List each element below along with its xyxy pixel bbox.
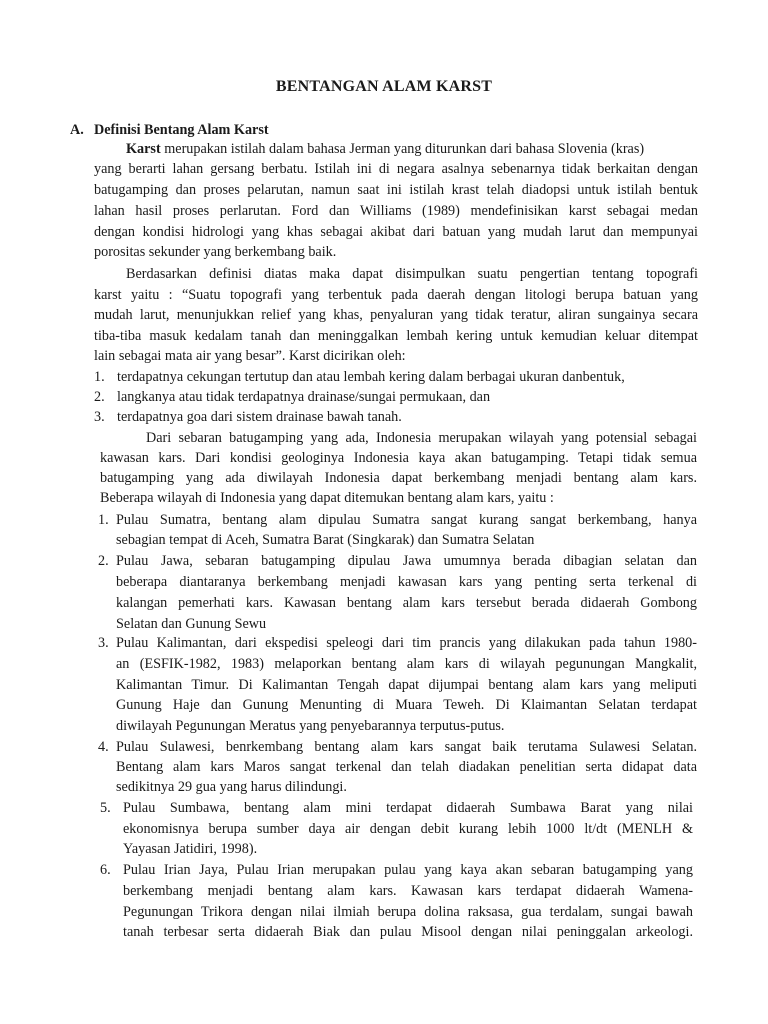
region-line: Pulau Jawa, sebaran batugamping dipulau Jawa umumnya berada dibagian selatan dan (116, 553, 697, 569)
list-number: 3. (98, 635, 109, 651)
region-line: Pulau Sulawesi, benrkembang bentang alam kars sangat baik terutama Sulawesi Selatan. (116, 739, 697, 755)
region-line: sedikitnya 29 gua yang harus dilindungi. (116, 779, 347, 795)
region-line: Yayasan Jatidiri, 1998). (123, 841, 258, 857)
list-number: 2. (98, 553, 109, 569)
region-line: Kalimantan Timur. Di Kalimantan Tengah dapat dijumpai bentang alam kars yang meliputi (116, 677, 697, 693)
region-line: tanah terbesar serta didaerah Biak dan pulau Misool dengan nilai peninggalan arkeologi. (123, 924, 693, 940)
section-heading: Definisi Bentang Alam Karst (94, 122, 269, 138)
region-line: diwilayah Pegunungan Meratus yang penyebarannya terputus-putus. (116, 718, 505, 734)
paragraph-line: porositas sekunder yang berkembang baik. (94, 244, 337, 260)
region-line: berkembang menjadi bentang alam kars. Kawasan kars terdapat didaerah Wamena- (123, 883, 693, 899)
paragraph-line: tiba-tiba masuk kedalam tanah dan meninggalkan lembah kering untuk kemudian keluar ditempat (94, 328, 698, 344)
list-number: 5. (100, 800, 111, 816)
paragraph-line: batugamping yang ada diwilayah Indonesia dapat berkembang menjadi bentang alam kars. (100, 470, 697, 486)
paragraph-line: Berdasarkan definisi diatas maka dapat disimpulkan suatu pengertian tentang topografi (126, 266, 698, 282)
list-number: 1. (94, 369, 105, 385)
paragraph-line: mudah larut, menunjukkan relief yang khas, penyaluran yang tidak teratur, aliran sungainya secara (94, 307, 698, 323)
paragraph-line: Beberapa wilayah di Indonesia yang dapat ditemukan bentang alam kars, yaitu : (100, 490, 554, 506)
region-line: Pulau Sumbawa, bentang alam mini terdapat didaerah Sumbawa Barat yang nilai (123, 800, 693, 816)
paragraph-line: kawasan kars. Dari kondisi geologinya Indonesia kaya akan batugamping. Tetapi tidak semua (100, 450, 697, 466)
list-item: langkanya atau tidak terdapatnya drainase/sungai permukaan, dan (117, 389, 491, 405)
list-item: terdapatnya goa dari sistem drainase bawah tanah. (117, 409, 402, 425)
list-number: 4. (98, 739, 109, 755)
region-line: Bentang alam kars Maros sangat terkenal dan telah diadakan penelitian serta didapat data (116, 759, 697, 775)
region-line: Gunung Haje dan Gunung Menunting di Muara Teweh. Di Klaimantan Selatan terdapat (116, 697, 697, 713)
list-number: 1. (98, 512, 109, 528)
paragraph-line: dengan kondisi hidrologi yang khas sebagai akibat dari batuan yang mudah larut dan mempunyai (94, 224, 698, 240)
region-line: Pulau Kalimantan, dari ekspedisi speleogi dari tim prancis yang dilakukan pada tahun 1980- (116, 635, 697, 651)
region-line: Pegunungan Trikora dengan nilai ilmiah berupa dolina raksasa, gua terdalam, sungai bawah (123, 904, 693, 920)
list-number: 2. (94, 389, 105, 405)
region-line: ekonomisnya berupa sumber daya air dengan debit kurang lebih 1000 lt/dt (MENLH & (123, 821, 693, 837)
region-line: beberapa diantaranya berkembang menjadi kawasan kars yang penting serta terkenal di (116, 574, 697, 590)
paragraph-line: lain sebagai mata air yang besar”. Karst dicirikan oleh: (94, 348, 406, 364)
paragraph-line: yang berarti lahan gersang berbatu. Istilah ini di negara asalnya sebenarnya tidak berkaitan dengan (94, 161, 698, 177)
region-line: sebagian tempat di Aceh, Sumatra Barat (Singkarak) dan Sumatra Selatan (116, 532, 535, 548)
list-number: 6. (100, 862, 111, 878)
list-item: terdapatnya cekungan tertutup dan atau lembah kering dalam berbagai ukuran danbentuk, (117, 369, 625, 385)
paragraph-line: karst yaitu : “Suatu topografi yang terbentuk pada daerah dengan litologi berupa batuan yang (94, 287, 698, 303)
paragraph-line (126, 139, 698, 159)
list-number: 3. (94, 409, 105, 425)
region-line: Selatan dan Gunung Sewu (116, 616, 267, 632)
paragraph-line: lahan hasil proses perlarutan. Ford dan Williams (1989) mendefinisikan karst sebagai medan (94, 203, 698, 219)
section-marker: A. (70, 122, 84, 138)
paragraph-line: Dari sebaran batugamping yang ada, Indonesia merupakan wilayah yang potensial sebagai (146, 430, 697, 446)
region-line: Pulau Irian Jaya, Pulau Irian merupakan pulau yang kaya akan sebaran batugamping yang (123, 862, 693, 878)
paragraph-line: batugamping dan proses pelarutan, namun saat ini istilah krast telah diadopsi untuk istilah bentuk (94, 182, 698, 198)
term-karst: Karst (126, 141, 161, 157)
region-line: an (ESFIK-1982, 1983) melaporkan bentang alam kars di wilayah pegunungan Mangkalit, (116, 656, 697, 672)
document-title: BENTANGAN ALAM KARST (275, 78, 493, 95)
region-line: kalangan pemerhati kars. Kawasan bentang alam kars tersebut berada didaerah Gombong (116, 595, 697, 611)
region-line: Pulau Sumatra, bentang alam dipulau Sumatra sangat kurang sangat berkembang, hanya (116, 512, 697, 528)
paragraph-text: merupakan istilah dalam bahasa Jerman yang diturunkan dari bahasa Slovenia (kras) (164, 141, 645, 157)
